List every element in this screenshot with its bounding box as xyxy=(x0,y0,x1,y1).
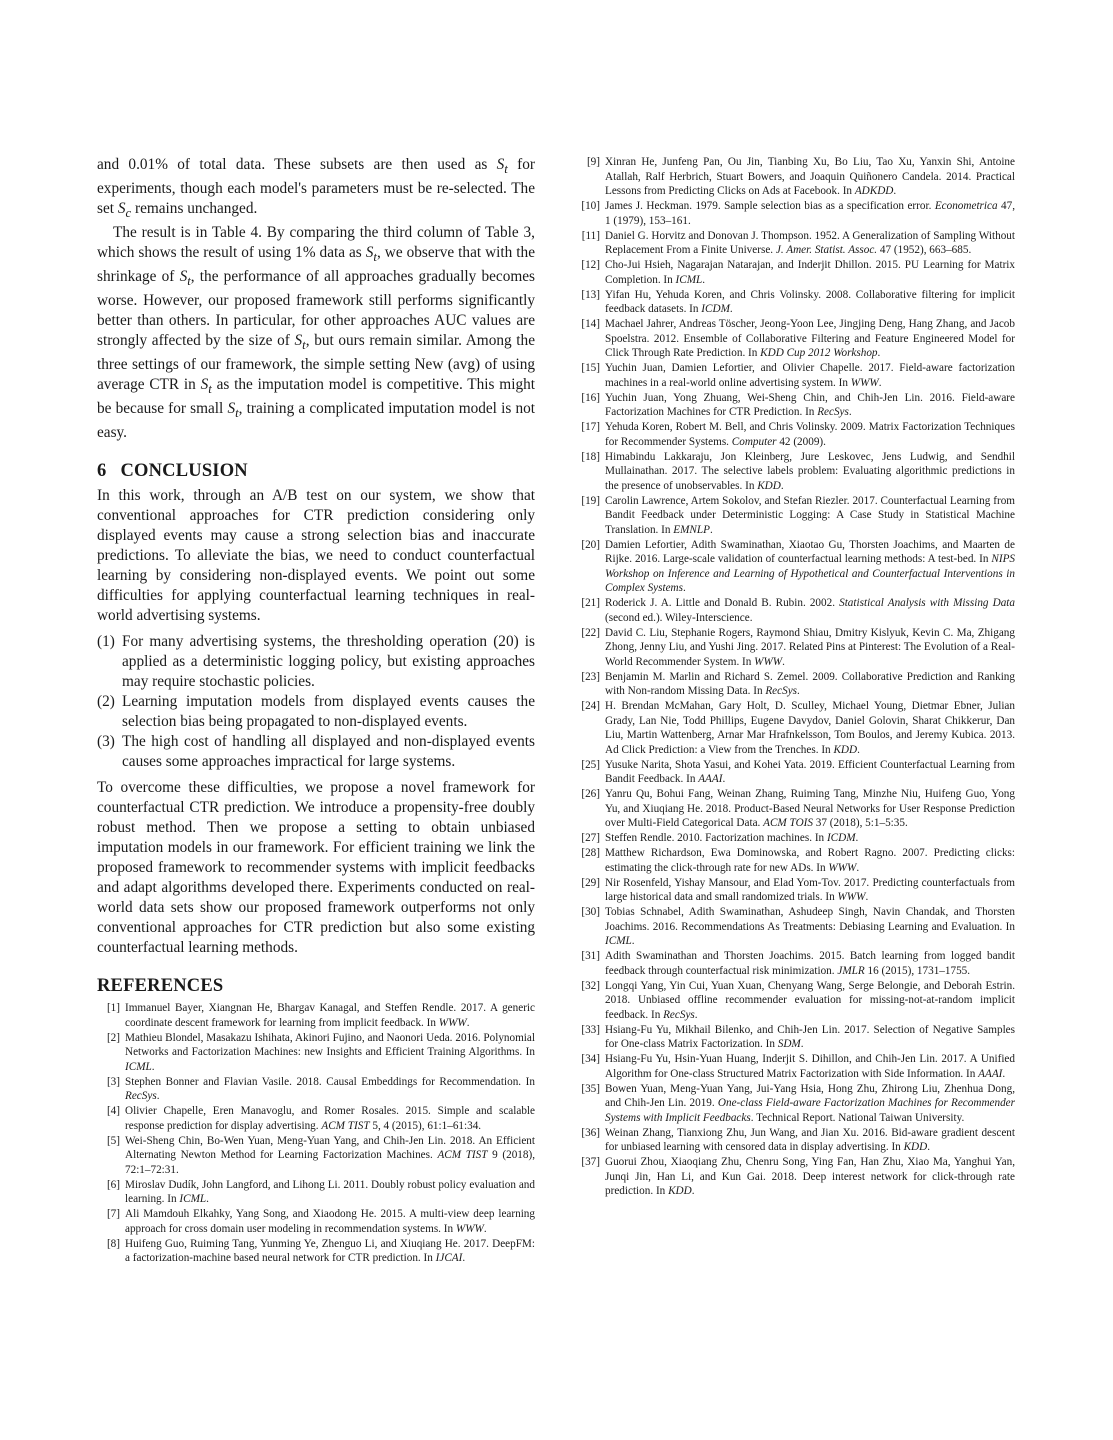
reference-number: [19] xyxy=(581,494,600,507)
reference-item: [19] Carolin Lawrence, Artem Sokolov, and Stefan Riezler. 2017. Counterfactual Learning from Bandit Feedback under Deterministic Logging: A Case Study in Statistical Machine Translation. In EMNLP. xyxy=(581,494,1015,536)
reference-number: [12] xyxy=(581,259,600,271)
reference-item: [13] Yifan Hu, Yehuda Koren, and Chris Volinsky. 2008. Collaborative filtering for implicit feedback datasets. In ICDM. xyxy=(581,288,1015,315)
reference-number: [34] xyxy=(581,1053,600,1065)
reference-number: [5] xyxy=(106,1134,120,1147)
references-heading: REFERENCES xyxy=(97,976,224,997)
reference-item: [27] Steffen Rendle. 2010. Factorization machines. In ICDM. xyxy=(581,832,859,844)
reference-number: [11] xyxy=(581,229,600,242)
references-list-left xyxy=(97,1001,535,1266)
references-list-right xyxy=(580,155,1015,1199)
reference-item: [30] Tobias Schnabel, Adith Swaminathan, Ashudeep Singh, Navin Chandak, and Thorsten Joachims. 2016. Recommendations As Treatments: Debiasing Learning and Evaluation. In ICML. xyxy=(581,906,1015,947)
reference-item: [36] Weinan Zhang, Tianxiong Zhu, Jun Wang, and Jian Xu. 2016. Bid-aware gradient descent for unbiased learning with censored data in display advertising. In KDD. xyxy=(581,1126,1015,1153)
reference-number: [30] xyxy=(581,906,600,918)
reference-number: [21] xyxy=(581,597,600,609)
paragraph-result: The result is in Table 4. By comparing the third column of Table 3, which shows the result of using 1% data as $S_t$, we observe that with the shrinkage of $S_t$, the performance of all approaches gradually becomes worse. However, our proposed framework still performs significantly better than others. In particular, for other approaches AUC values are strongly affected by the size of $S_t$, but ours remain similar. Among the three settings of our framework, the simple setting New (avg) of using average CTR in $S_t$ as the imputation model is competitive. This might be because for small $S_t$, training a complicated imputation model is not easy. xyxy=(97,224,535,442)
reference-item: [9] Xinran He, Junfeng Pan, Ou Jin, Tianbing Xu, Bo Liu, Tao Xu, Yanxin Shi, Antoine Atallah, Ralf Herbrich, Stuart Bowers, and Joaquin Quiñonero Candela. 2014. Practical Lessons from Predicting Clicks on Ads at Facebook. In ADKDD. xyxy=(580,155,1015,199)
reference-number: [35] xyxy=(581,1082,600,1095)
reference-item: [34] Hsiang-Fu Yu, Hsin-Yuan Huang, Inderjit S. Dihillon, and Chih-Jen Lin. 2017. A Unified Algorithm for One-class Structured Matrix Factorization with Side Information. In AAAI. xyxy=(581,1053,1015,1080)
reference-number: [33] xyxy=(581,1023,600,1036)
reference-number: [9] xyxy=(586,156,600,168)
reference-item: [16] Yuchin Juan, Yong Zhuang, Wei-Sheng Chin, and Chih-Jen Lin. 2016. Field-aware Factorization Machines for CTR Prediction. In RecSys. xyxy=(581,391,1015,418)
left-column xyxy=(97,155,535,1266)
reference-item: [31] Adith Swaminathan and Thorsten Joachims. 2015. Batch learning from logged bandit feedback through counterfactual risk minimization. JMLR 16 (2015), 1731–1755. xyxy=(581,950,1015,977)
reference-number: [25] xyxy=(581,758,600,771)
reference-number: [24] xyxy=(581,700,600,712)
reference-item: [5] Wei-Sheng Chin, Bo-Wen Yuan, Meng-Yuan Yang, and Chih-Jen Lin. 2018. An Efficient Alternating Newton Method for Learning Factorization Machines. ACM TIST 9 (2018), 72:1–72:31. xyxy=(97,1134,535,1178)
reference-number: [10] xyxy=(581,200,600,212)
reference-item: [18] Himabindu Lakkaraju, Jon Kleinberg, Jure Leskovec, Jens Ludwig, and Sendhil Mullainathan. 2017. The selective labels problem: Evaluating algorithmic predictions in the presence of unobservables. In KDD. xyxy=(581,450,1015,492)
reference-item: [3] Stephen Bonner and Flavian Vasile. 2018. Causal Embeddings for Recommendation. In RecSys. xyxy=(97,1075,535,1104)
list-item: (2) Learning imputation models from displayed events causes the selection bias being propagated to non-displayed events. xyxy=(97,693,535,731)
reference-number: [26] xyxy=(581,788,600,800)
right-column xyxy=(580,155,1015,1199)
reference-number: [13] xyxy=(581,288,600,301)
reference-item: [23] Benjamin M. Marlin and Richard S. Zemel. 2009. Collaborative Prediction and Ranking with Non-random Missing Data. In RecSys. xyxy=(581,670,1015,697)
reference-number: [1] xyxy=(106,1002,120,1015)
reference-number: [36] xyxy=(581,1126,600,1139)
reference-number: [7] xyxy=(106,1208,120,1221)
reference-item: [20] Damien Lefortier, Adith Swaminathan, Xiaotao Gu, Thorsten Joachims, and Maarten de Rijke. 2016. Large-scale validation of counterfactual learning methods: A test-bed. In NIPS Workshop on Inference and Learning of Hypothetical and Counterfactual Interventions in Complex Systems. xyxy=(581,538,1015,594)
reference-item: [15] Yuchin Juan, Damien Lefortier, and Olivier Chapelle. 2017. Field-aware factorization machines in a real-world online advertising system. In WWW. xyxy=(581,362,1015,389)
reference-number: [8] xyxy=(106,1237,120,1250)
reference-number: [28] xyxy=(581,847,600,859)
reference-number: [3] xyxy=(106,1075,120,1088)
reference-number: [23] xyxy=(581,670,600,683)
reference-item: [28] Matthew Richardson, Ewa Dominowska, and Robert Ragno. 2007. Predicting clicks: estimating the click-through rate for new ADs. In WWW. xyxy=(581,847,1015,874)
reference-number: [6] xyxy=(106,1178,120,1191)
reference-item: [8] Huifeng Guo, Ruiming Tang, Yunming Ye, Zhenguo Li, and Xiuqiang He. 2017. DeepFM: a factorization-machine based neural network for CTR prediction. In IJCAI. xyxy=(97,1237,535,1266)
reference-item: [21] Roderick J. A. Little and Donald B. Rubin. 2002. Statistical Analysis with Missing Data (second ed.). Wiley-Interscience. xyxy=(581,597,1015,624)
conclusion-heading: 6 CONCLUSION xyxy=(97,461,248,482)
reference-item: [37] Guorui Zhou, Xiaoqiang Zhu, Chenru Song, Ying Fan, Han Zhu, Xiao Ma, Yanghui Yan, Junqi Jin, Han Li, and Kun Gai. 2018. Deep interest network for click-through rate prediction. In KDD. xyxy=(581,1156,1015,1197)
reference-item: [12] Cho-Jui Hsieh, Nagarajan Natarajan, and Inderjit Dhillon. 2015. PU Learning for Matrix Completion. In ICML. xyxy=(581,259,1015,286)
reference-number: [22] xyxy=(581,626,600,639)
reference-number: [31] xyxy=(581,950,600,962)
reference-item: [26] Yanru Qu, Bohui Fang, Weinan Zhang, Ruiming Tang, Minzhe Niu, Huifeng Guo, Yong Yu, and Xiuqiang He. 2018. Product-Based Neural Networks for User Response Prediction over Multi-Field Categorical Data. ACM TOIS 37 (2018), 5:1–5:35. xyxy=(581,788,1015,829)
reference-number: [4] xyxy=(106,1105,120,1118)
reference-item: [33] Hsiang-Fu Yu, Mikhail Bilenko, and Chih-Jen Lin. 2017. Selection of Negative Samples for One-class Matrix Factorization. In SDM. xyxy=(581,1023,1015,1050)
reference-item: [29] Nir Rosenfeld, Yishay Mansour, and Elad Yom-Tov. 2017. Predicting counterfactuals from large historical data and small randomized trials. In WWW. xyxy=(581,876,1015,903)
reference-number: [16] xyxy=(581,391,600,404)
reference-item: [17] Yehuda Koren, Robert M. Bell, and Chris Volinsky. 2009. Matrix Factorization Techniques for Recommender Systems. Computer 42 (2009). xyxy=(581,421,1015,448)
difficulties-list xyxy=(97,632,535,772)
list-item: (1) For many advertising systems, the thresholding operation (20) is applied as a deterministic logging policy, but existing approaches may require stochastic policies. xyxy=(97,633,535,691)
reference-item: [2] Mathieu Blondel, Masakazu Ishihata, Akinori Fujino, and Naonori Ueda. 2016. Polynomial Networks and Factorization Machines: new Insights and Efficient Training Algorithms. In ICML. xyxy=(97,1031,535,1075)
reference-number: [2] xyxy=(106,1031,120,1044)
reference-item: [6] Miroslav Dudík, John Langford, and Lihong Li. 2011. Doubly robust policy evaluation and learning. In ICML. xyxy=(97,1178,535,1207)
reference-item: [10] James J. Heckman. 1979. Sample selection bias as a specification error. Econometrica 47, 1 (1979), 153–161. xyxy=(581,200,1015,227)
reference-number: [20] xyxy=(581,538,600,551)
paragraph-subset-data: and 0.01% of total data. These subsets are then used as $S_t$ for experiments, though each model's parameters must be re-selected. The set $S_c$ remains unchanged. xyxy=(97,156,536,221)
reference-item: [25] Yusuke Narita, Shota Yasui, and Kohei Yata. 2019. Efficient Counterfactual Learning from Bandit Feedback. In AAAI. xyxy=(581,758,1015,785)
reference-number: [29] xyxy=(581,876,600,889)
reference-number: [17] xyxy=(581,421,600,433)
reference-item: [22] David C. Liu, Stephanie Rogers, Raymond Shiau, Dmitry Kislyuk, Kevin C. Ma, Zhigang Zhong, Jenny Liu, and Yushi Jing. 2017. Related Pins at Pinterest: The Evolution of a Real-World Recommender System. In WWW. xyxy=(581,626,1015,668)
reference-item: [32] Longqi Yang, Yin Cui, Yuan Xuan, Chenyang Wang, Serge Belongie, and Deborah Estrin. 2018. Unbiased offline recommender evaluation for missing-not-at-random implicit feedback. In RecSys. xyxy=(581,979,1015,1021)
reference-number: [27] xyxy=(581,832,600,844)
reference-item: [24] H. Brendan McMahan, Gary Holt, D. Sculley, Michael Young, Dietmar Ebner, Julian Grady, Lan Nie, Todd Phillips, Eugene Davydov, Daniel Golovin, Sharat Chikkerur, Dan Liu, Martin Wattenberg, Arnar Mar Hrafnkelsson, Tom Boulos, and Jeremy Kubica. 2013. Ad Click Prediction: a View from the Trenches. In KDD. xyxy=(581,700,1015,756)
reference-number: [37] xyxy=(581,1156,600,1168)
reference-item: [7] Ali Mamdouh Elkahky, Yang Song, and Xiaodong He. 2015. A multi-view deep learning approach for cross domain user modeling in recommendation systems. In WWW. xyxy=(97,1207,535,1236)
reference-number: [18] xyxy=(581,450,600,463)
reference-item: [14] Machael Jahrer, Andreas Töscher, Jeong-Yoon Lee, Jingjing Deng, Hang Zhang, and Jacob Spoelstra. 2012. Ensemble of Collaborative Filtering and Feature Engineered Model for Click Through Rate Prediction. In KDD Cup 2012 Workshop. xyxy=(581,318,1015,359)
conclusion-paragraph-1: In this work, through an A/B test on our system, we show that conventional approaches for CTR prediction considering only displayed events may cause a strong selection bias and inaccurate predictions. To alleviate the bias, we need to conduct counterfactual learning by considering non-displayed events. We point out some difficulties for applying counterfactual learning techniques in real-world advertising systems. xyxy=(97,487,535,625)
reference-item: [1] Immanuel Bayer, Xiangnan He, Bhargav Kanagal, and Steffen Rendle. 2017. A generic coordinate descent framework for learning from implicit feedback. In WWW. xyxy=(97,1001,535,1030)
reference-item: [11] Daniel G. Horvitz and Donovan J. Thompson. 1952. A Generalization of Sampling Without Replacement From a Finite Universe. J. Amer. Statist. Assoc. 47 (1952), 663–685. xyxy=(581,229,1015,256)
reference-number: [32] xyxy=(581,979,600,992)
reference-number: [14] xyxy=(581,318,600,330)
list-item: (3) The high cost of handling all displayed and non-displayed events causes some approaches impractical for large systems. xyxy=(97,733,535,771)
reference-number: [15] xyxy=(581,362,600,374)
conclusion-paragraph-2: To overcome these difficulties, we propose a novel framework for counterfactual CTR prediction. We introduce a propensity-free doubly robust method. Then we propose a setting to obtain unbiased imputation models in our framework. For efficient training we link the proposed framework to recommender systems with implicit feedbacks and adapt algorithms developed there. Experiments conducted on real-world data sets show our proposed framework outperforms not only conventional approaches for CTR prediction but also some existing counterfactual learning methods. xyxy=(97,779,535,957)
reference-item: [35] Bowen Yuan, Meng-Yuan Yang, Jui-Yang Hsia, Hong Zhu, Zhirong Liu, Zhenhua Dong, and Chih-Jen Lin. 2019. One-class Field-aware Factorization Machines for Recommender Systems with Implicit Feedbacks. Technical Report. National Taiwan University. xyxy=(581,1082,1015,1124)
reference-item: [4] Olivier Chapelle, Eren Manavoglu, and Romer Rosales. 2015. Simple and scalable response prediction for display advertising. ACM TIST 5, 4 (2015), 61:1–61:34. xyxy=(97,1104,535,1133)
